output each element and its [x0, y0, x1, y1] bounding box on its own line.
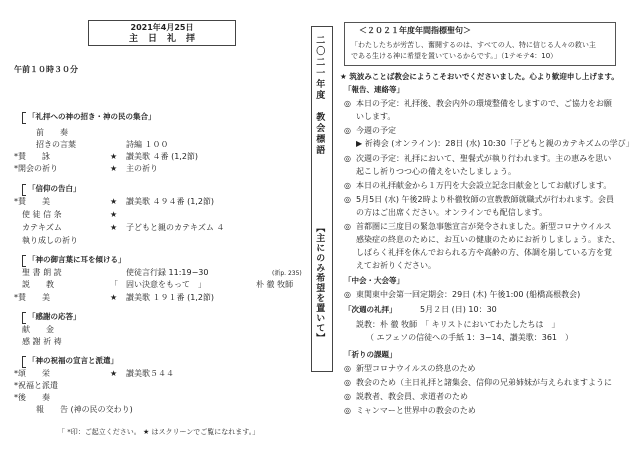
chukai-1: 東関東中会第一回定期会：29日 (木) 午後1:00 (船橋高根教会) [356, 290, 581, 299]
bullet-icon: ◎ [344, 181, 351, 190]
item-postlude: *後 奏 [14, 393, 50, 402]
service-date: 2021年4月25日 [130, 23, 194, 32]
bullet-icon: ◎ [344, 126, 351, 135]
item-sermon-title: 「 固い決意をもって 」 [110, 280, 206, 289]
motto-vertical-title: 二〇二一年度 教会標語 [314, 35, 325, 156]
item-hymn2: *賛 美 [14, 197, 50, 206]
star-icon: ★ [110, 210, 118, 219]
item-hymn1-value: 讃美歌 ４番 (1,2節) [126, 152, 199, 161]
item-opening-prayer: *開会の祈り [14, 164, 58, 173]
item-reading-value: 使徒言行録 11:19−30 [126, 268, 209, 277]
chukai-heading: 「中会・大会等」 [344, 276, 404, 285]
service-time: 午前１０時３０分 [14, 65, 78, 74]
item-catechism-value: 子どもと親のカテキズム ４ [126, 223, 225, 232]
verse-text-2: である生ける神に希望を置いているからです。」（1テモテ4：10） [351, 52, 558, 60]
verse-heading: ＜２０２１年度年間指標聖句＞ [359, 26, 471, 35]
star-icon: ★ [110, 152, 118, 161]
item-thanks-prayer: 感 謝 祈 祷 [22, 337, 62, 346]
verse-text-1: 「わたしたちが労苦し、奮闘するのは、すべての人、特に信じる人々の救い主 [351, 41, 596, 49]
report-3b: 起こし祈りつつ心の備えをいたしましょう。 [356, 167, 516, 176]
report-5b: の方はご出席ください。オンラインでも配信します。 [356, 208, 548, 217]
bullet-icon: ◎ [344, 154, 351, 163]
motto-vertical-box [311, 26, 333, 372]
star-icon: ★ [110, 197, 118, 206]
section-blessing: 「神の祝福の宣言と派遣」 [28, 356, 118, 365]
report-6a: 首都圏に三度目の緊急事態宣言が発令されました。新型コロナウイルス [356, 222, 612, 231]
report-3a: 次週の予定：礼拝において、聖餐式が執り行われます。主の恵みを思い [356, 154, 612, 163]
verse-box [344, 22, 616, 66]
next-sermon: 説教：朴 徹 牧師 「 キリストにおいてわたしたちは 」 [356, 320, 560, 329]
report-4: 本日の礼拝献金から１万円を大会設立記念日献金としてお献げします。 [356, 181, 612, 190]
report-6c: しばらく礼拝を休んでおられる方や高齢の方、体調を崩している方を覚 [356, 248, 612, 257]
service-header [88, 20, 236, 46]
footnote: 「 *印：ご起立ください。 ★ はスクリーンでご覧になれます。」 [58, 428, 260, 436]
report-1a: 本日の予定：礼拝後、教会内外の環境整備をしますので、ご協力をお願 [356, 99, 612, 108]
report-6b: 感染症の終息のために、お互いの健康のためにお祈りしましょう。また、 [356, 235, 620, 244]
bullet-icon: ◎ [344, 392, 351, 401]
item-hymn3: *賛 美 [14, 293, 50, 302]
item-reading-page: (新p. 235) [272, 270, 302, 277]
item-benediction: *祝福と派遣 [14, 381, 58, 390]
star-icon: ★ [110, 164, 118, 173]
next-heading: 「次週の礼拝」 [344, 305, 397, 314]
welcome-message: ★ 筑波みことば教会にようこそおいでくださいました。心より歓迎申し上げます。 [340, 72, 619, 81]
item-doxology: *頌 栄 [14, 369, 50, 378]
report-5a: 5月5日 (水) 午後2時より朴徹牧師の宣教教師就職式が行われます。会員 [356, 195, 614, 204]
item-creed: 使 徒 信 条 [22, 210, 62, 219]
item-call-value: 詩編 １００ [126, 140, 169, 149]
bullet-icon: ◎ [344, 195, 351, 204]
star-icon: ★ [110, 369, 118, 378]
bracket [22, 255, 26, 267]
item-announcements: 報 告 (神の民の交わり) [36, 405, 133, 414]
report-2-sub: ▶ 祈祷会 (オンライン)：28日 (水) 10:30「子どもと親のカテキズムの学び」 [356, 139, 634, 148]
prayer-2: 教会のため（主日礼拝と諸集会、信仰の兄弟姉妹が与えられますように [356, 378, 612, 387]
item-reading: 聖 書 朗 読 [22, 268, 62, 277]
item-hymn3-value: 讃美歌 １９１番 (1,2節) [126, 293, 215, 302]
item-prelude: 前 奏 [36, 128, 68, 137]
prayer-heading: 「祈りの課題」 [344, 350, 397, 359]
item-hymn1: *賛 詠 [14, 152, 50, 161]
bullet-icon: ◎ [344, 222, 351, 231]
bracket [22, 356, 26, 368]
section-confession: 「信仰の告白」 [28, 184, 81, 193]
motto-vertical-text: 【主にのみ希望を置いて】 [314, 223, 325, 343]
prayer-4: ミャンマーと世界中の教会のため [356, 406, 476, 415]
service-title: 主日礼拝 [128, 34, 205, 44]
bracket [22, 184, 26, 196]
bracket [22, 312, 26, 324]
bullet-icon: ◎ [344, 406, 351, 415]
item-hymn2-value: 讃美歌 ４９４番 (1,2節) [126, 197, 215, 206]
item-doxology-value: 讃美歌５４４ [126, 369, 174, 378]
item-sermon: 説 教 [22, 280, 54, 289]
item-offering: 献 金 [22, 325, 54, 334]
section-thanks: 「感謝の応答」 [28, 312, 81, 321]
bracket [22, 112, 26, 124]
section-word: 「神の御言葉に耳を傾ける」 [28, 255, 126, 264]
prayer-3: 説教者、教会員、求道者のため [356, 392, 468, 401]
star-icon: ★ [110, 293, 118, 302]
bullet-icon: ◎ [344, 378, 351, 387]
bullet-icon: ◎ [344, 290, 351, 299]
section-call: 「礼拝への神の招き・神の民の集合」 [28, 112, 156, 121]
item-call: 招きの言葉 [36, 140, 76, 149]
item-sermon-preacher: 朴 徹 牧師 [256, 280, 294, 289]
report-2: 今週の予定 [356, 126, 396, 135]
next-scripture: （ エフェソの信徒への手紙 1：3−14、讃美歌：361 ） [366, 333, 574, 342]
report-1b: いします。 [356, 112, 396, 121]
bullet-icon: ◎ [344, 364, 351, 373]
item-intercession: 執り成しの祈り [22, 236, 78, 245]
item-opening-prayer-value: 主の祈り [126, 164, 158, 173]
star-icon: ★ [110, 223, 118, 232]
item-catechism: カテキズム [22, 223, 62, 232]
report-6d: えてお祈りください。 [356, 261, 436, 270]
next-date: 5月２日 (日) 10：30 [420, 305, 497, 314]
reports-heading: 「報告、連絡等」 [344, 85, 404, 94]
bullet-icon: ◎ [344, 99, 351, 108]
prayer-1: 新型コロナウイルスの終息のため [356, 364, 476, 373]
